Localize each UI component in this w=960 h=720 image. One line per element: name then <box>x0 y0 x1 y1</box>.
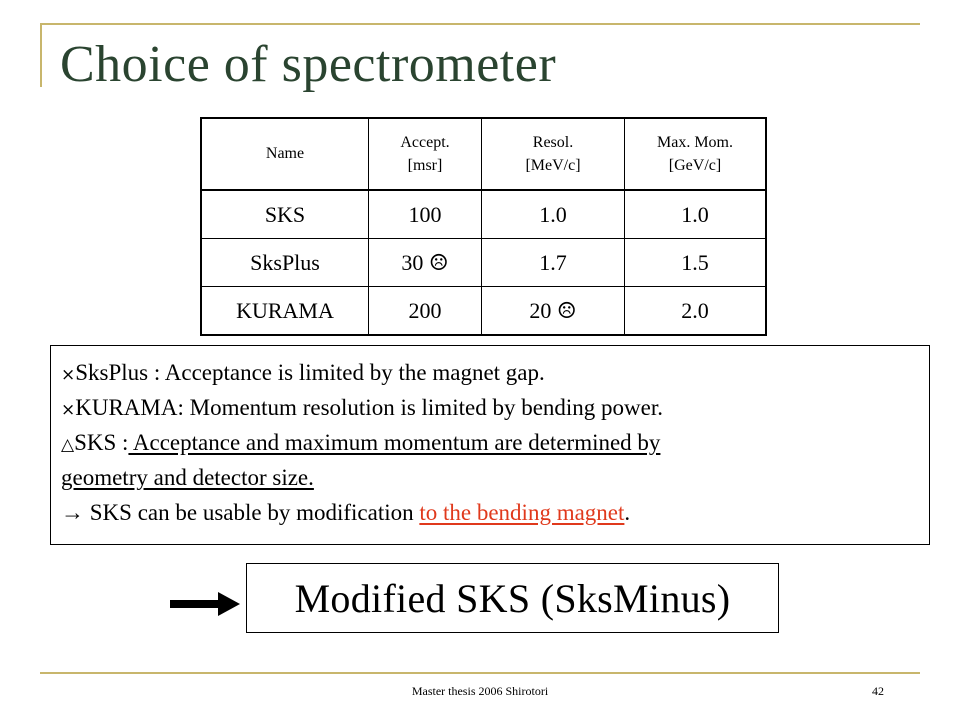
table-row <box>201 190 766 239</box>
note-conclusion <box>61 496 921 531</box>
triangle-icon: △ <box>61 434 75 455</box>
conclusion-text: Modified SKS (SksMinus) <box>294 575 731 621</box>
cell-resol: 20 ☹ <box>482 287 625 336</box>
cell-resol: 1.0 <box>482 190 625 239</box>
cell-name: SksPlus <box>201 239 369 287</box>
top-accent-line <box>40 23 920 25</box>
note-sks-underlined-continued: geometry and detector size. <box>61 464 314 490</box>
note-sks-prefix: SKS : <box>74 429 129 455</box>
note-sksplus-text: SksPlus : Acceptance is limited by the magnet gap. <box>75 360 545 385</box>
cell-accept: 30 ☹ <box>369 239 482 287</box>
note-sks-continued <box>61 461 921 496</box>
cell-accept: 100 <box>369 190 482 239</box>
header-maxmom-label: Max. Mom. <box>657 133 733 151</box>
cross-icon: × <box>61 365 76 385</box>
header-maxmom <box>625 118 767 190</box>
note-conclusion-prefix: → SKS can be usable by modification <box>61 499 420 525</box>
cell-name: KURAMA <box>201 287 369 336</box>
header-maxmom-unit: [GeV/c] <box>668 157 722 174</box>
note-kurama <box>61 391 921 426</box>
cell-name: SKS <box>201 190 369 239</box>
cross-icon: × <box>61 399 76 420</box>
table-header-row <box>201 118 766 190</box>
header-resol-unit: [MeV/c] <box>525 157 581 174</box>
page-number: 42 <box>872 684 884 698</box>
header-accept-unit: [msr] <box>407 157 443 174</box>
note-conclusion-highlight: to the bending magnet <box>419 499 625 525</box>
header-resol <box>482 118 625 190</box>
conclusion-box <box>246 563 779 633</box>
cell-accept: 200 <box>369 287 482 336</box>
header-name-label: Name <box>265 145 305 163</box>
bottom-accent-line <box>40 672 920 674</box>
table-row <box>201 239 766 287</box>
note-kurama-text: KURAMA: Momentum resolution is limited by bending power. <box>75 394 663 420</box>
header-accept-label: Accept. <box>400 133 450 151</box>
slide-title: Choice of spectrometer <box>60 36 557 93</box>
spectrometer-table <box>200 117 767 336</box>
header-accept <box>369 118 482 190</box>
note-sksplus <box>61 356 921 391</box>
cell-resol: 1.7 <box>482 239 625 287</box>
note-sks <box>61 426 921 461</box>
footer-text: Master thesis 2006 Shirotori <box>411 684 549 698</box>
left-accent-line <box>40 23 42 87</box>
right-arrow-icon <box>170 592 240 616</box>
note-conclusion-suffix: . <box>624 499 631 525</box>
cell-maxmom: 1.5 <box>625 239 767 287</box>
header-resol-label: Resol. <box>532 133 574 151</box>
cell-maxmom: 2.0 <box>625 287 767 336</box>
cell-maxmom: 1.0 <box>625 190 767 239</box>
table-row <box>201 287 766 336</box>
notes-box <box>50 345 930 545</box>
note-sks-underlined: Acceptance and maximum momentum are determined by <box>128 429 661 455</box>
header-name <box>201 118 369 190</box>
